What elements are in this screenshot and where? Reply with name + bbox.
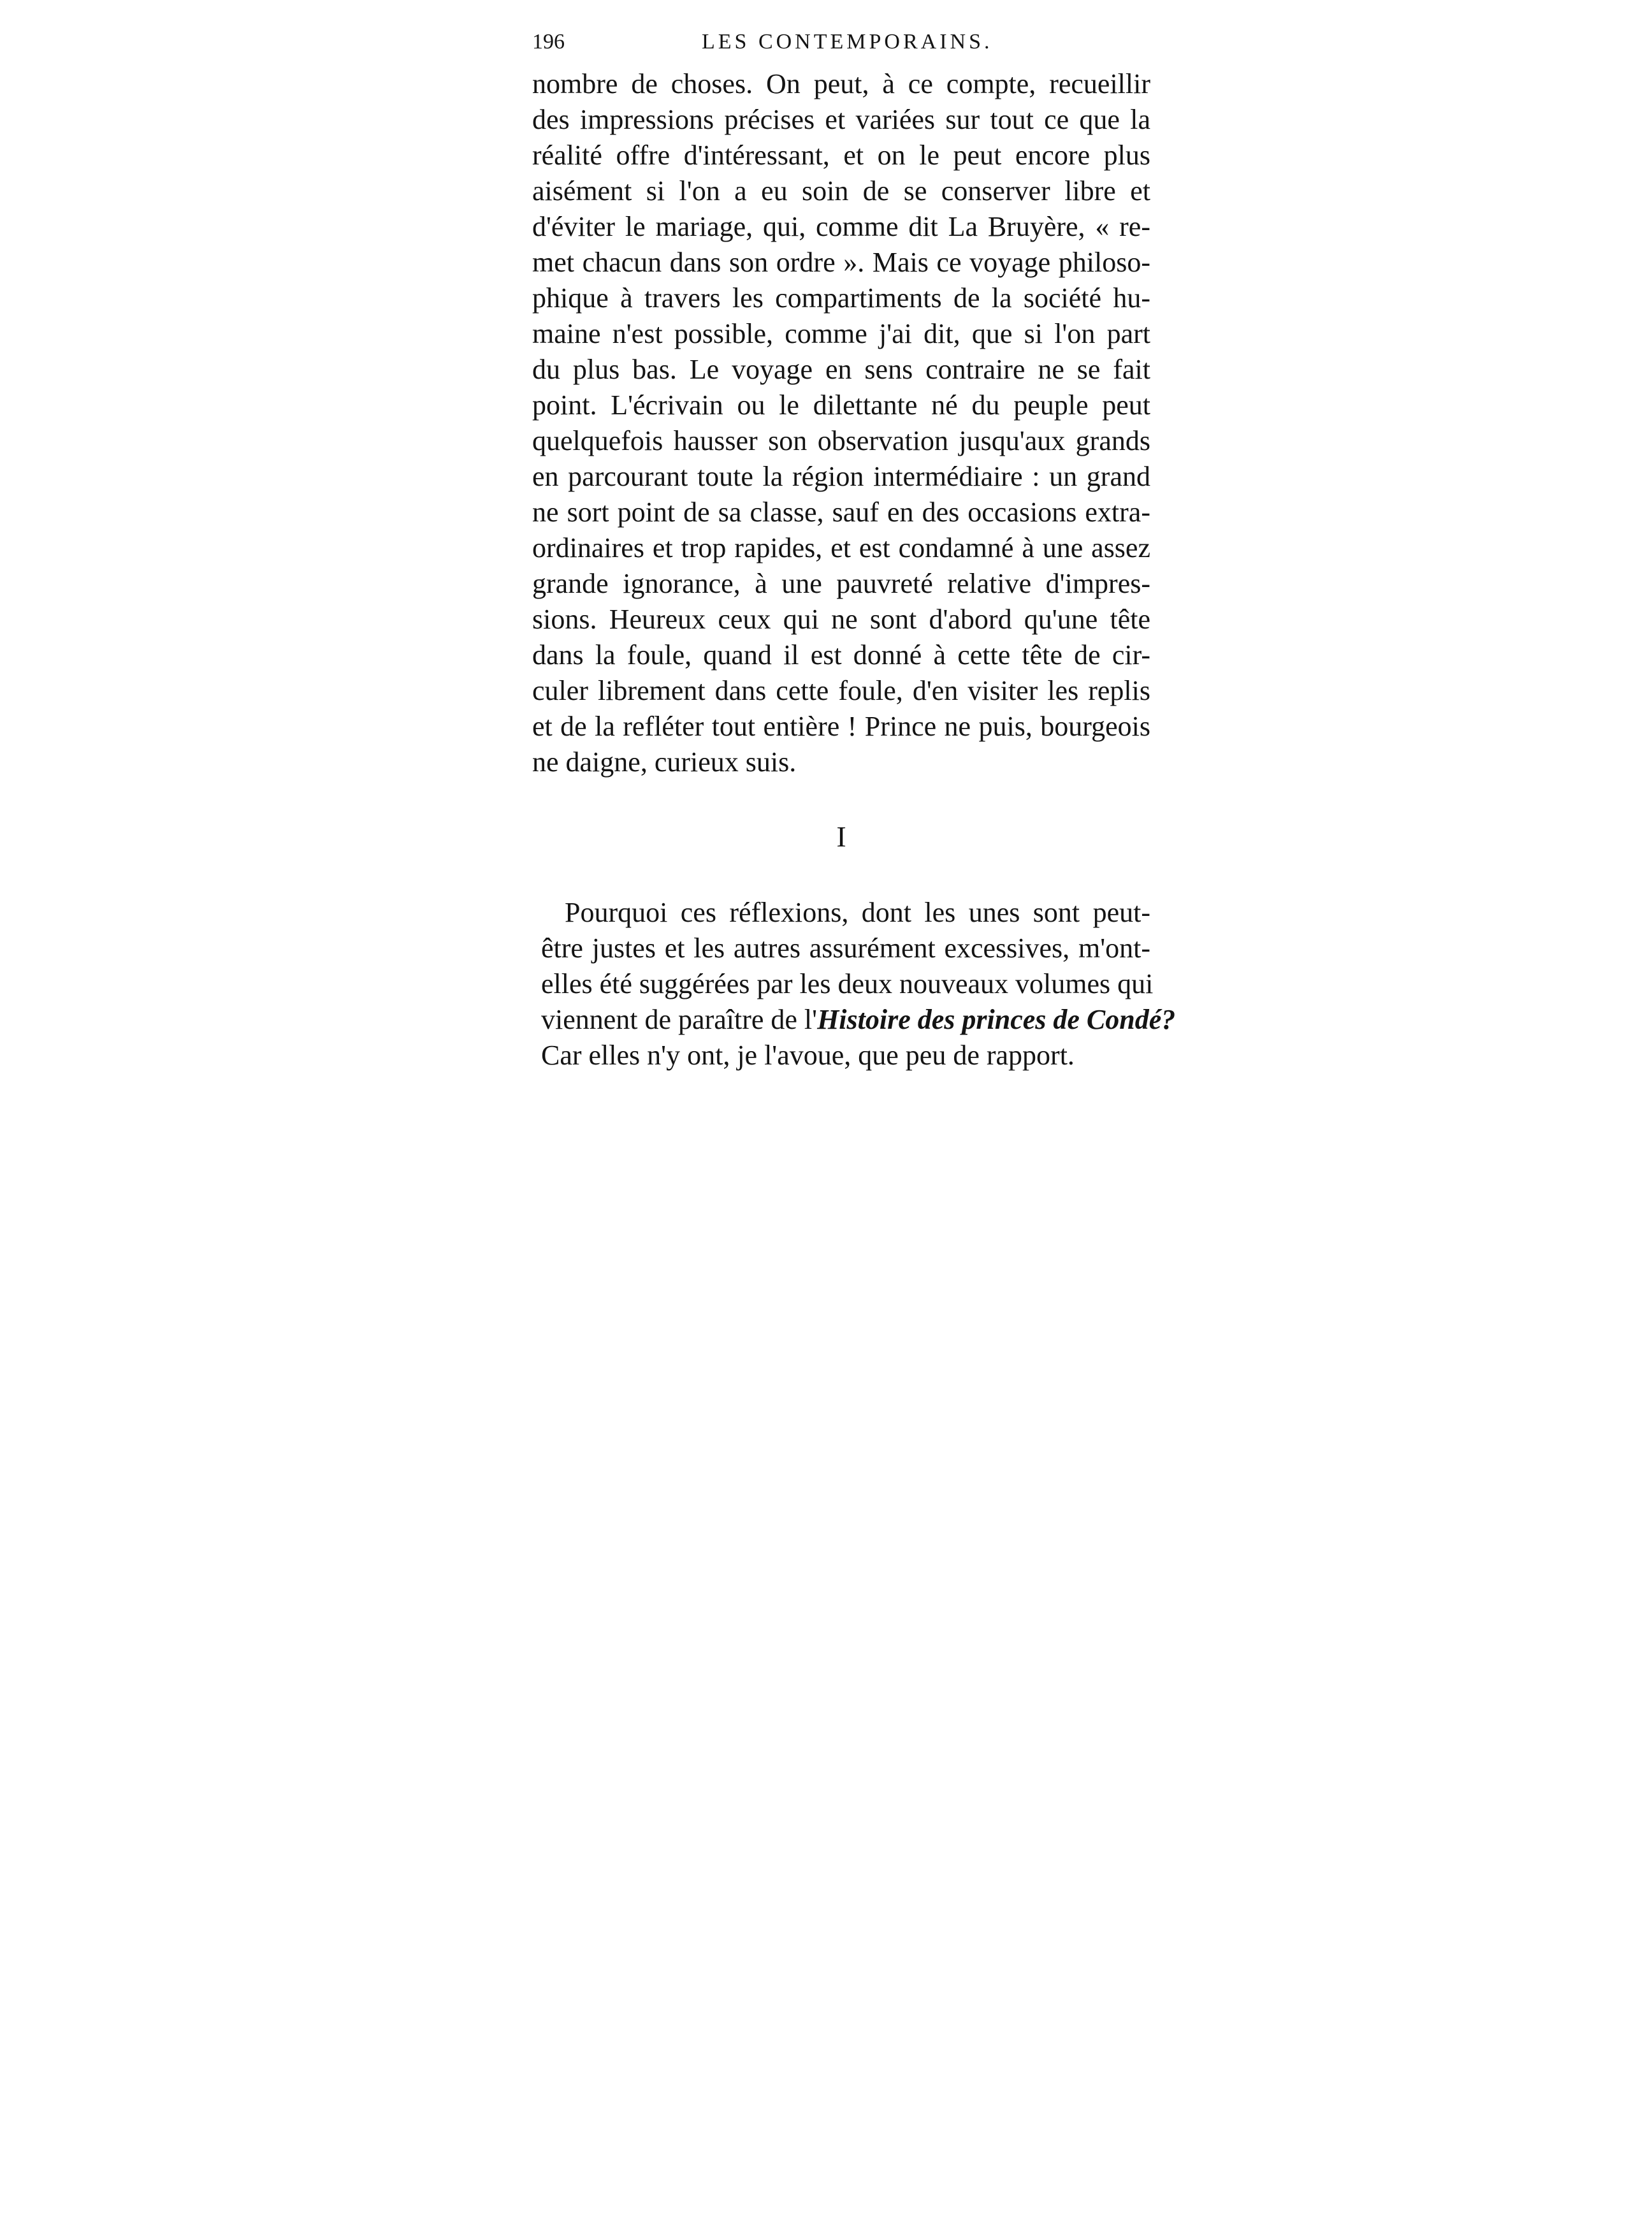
text-line: elles été suggérées par les deux nouveaux volumes qui	[541, 968, 1154, 999]
text-line: phique à travers les compartiments de la société hu-	[532, 282, 1150, 314]
text-line: ordinaires et trop rapides, et est condamné à une assez	[532, 532, 1150, 563]
text-line: met chacun dans son ordre ». Mais ce voyage philoso-	[532, 247, 1150, 278]
text-line: nombre de choses. On peut, à ce compte, recueillir	[532, 68, 1150, 99]
text-fragment: viennent de paraître de l'	[541, 1004, 818, 1035]
paragraph-continued	[532, 66, 1150, 780]
text-line: des impressions précises et variées sur tout ce que la	[532, 104, 1150, 135]
text-line: quelquefois hausser son observation jusqu'aux grands	[532, 425, 1150, 456]
text-line: dans la foule, quand il est donné à cette tête de cir-	[532, 639, 1150, 671]
text-line: Pourquoi ces réflexions, dont les unes sont peut-	[565, 897, 1150, 928]
paragraph-section-one	[541, 895, 1176, 1073]
text-line: d'éviter le mariage, qui, comme dit La Bruyère, « re-	[532, 211, 1150, 242]
text-line: et de la refléter tout entière ! Prince ne puis, bourgeois	[532, 711, 1150, 742]
page-header	[532, 23, 1150, 61]
text-line: être justes et les autres assurément excessives, m'ont-	[541, 933, 1150, 964]
text-line-with-title	[541, 1002, 1176, 1038]
running-head: LES CONTEMPORAINS.	[702, 30, 993, 54]
text-line: culer librement dans cette foule, d'en visiter les replis	[532, 675, 1150, 706]
text-line: en parcourant toute la région intermédiaire : un grand	[532, 461, 1150, 492]
text-line: du plus bas. Le voyage en sens contraire ne se fait	[532, 354, 1150, 385]
page-number: 196	[532, 30, 565, 54]
text-line: grande ignorance, à une pauvreté relative d'impres-	[532, 568, 1150, 599]
text-line: ne sort point de sa classe, sauf en des occasions extra-	[532, 497, 1150, 528]
text-line: sions. Heureux ceux qui ne sont d'abord qu'une tête	[532, 604, 1150, 635]
section-heading: I	[836, 820, 846, 853]
text-line: ne daigne, curieux suis.	[532, 746, 797, 778]
book-title: Histoire des princes de Condé?	[817, 1004, 1176, 1035]
text-line: aisément si l'on a eu soin de se conserver libre et	[532, 175, 1150, 207]
text-line: réalité offre d'intéressant, et on le peut encore plus	[532, 140, 1150, 171]
text-line: maine n'est possible, comme j'ai dit, que si l'on part	[532, 318, 1150, 349]
text-line: point. L'écrivain ou le dilettante né du peuple peut	[532, 389, 1150, 421]
text-line: Car elles n'y ont, je l'avoue, que peu de rapport.	[541, 1040, 1075, 1071]
